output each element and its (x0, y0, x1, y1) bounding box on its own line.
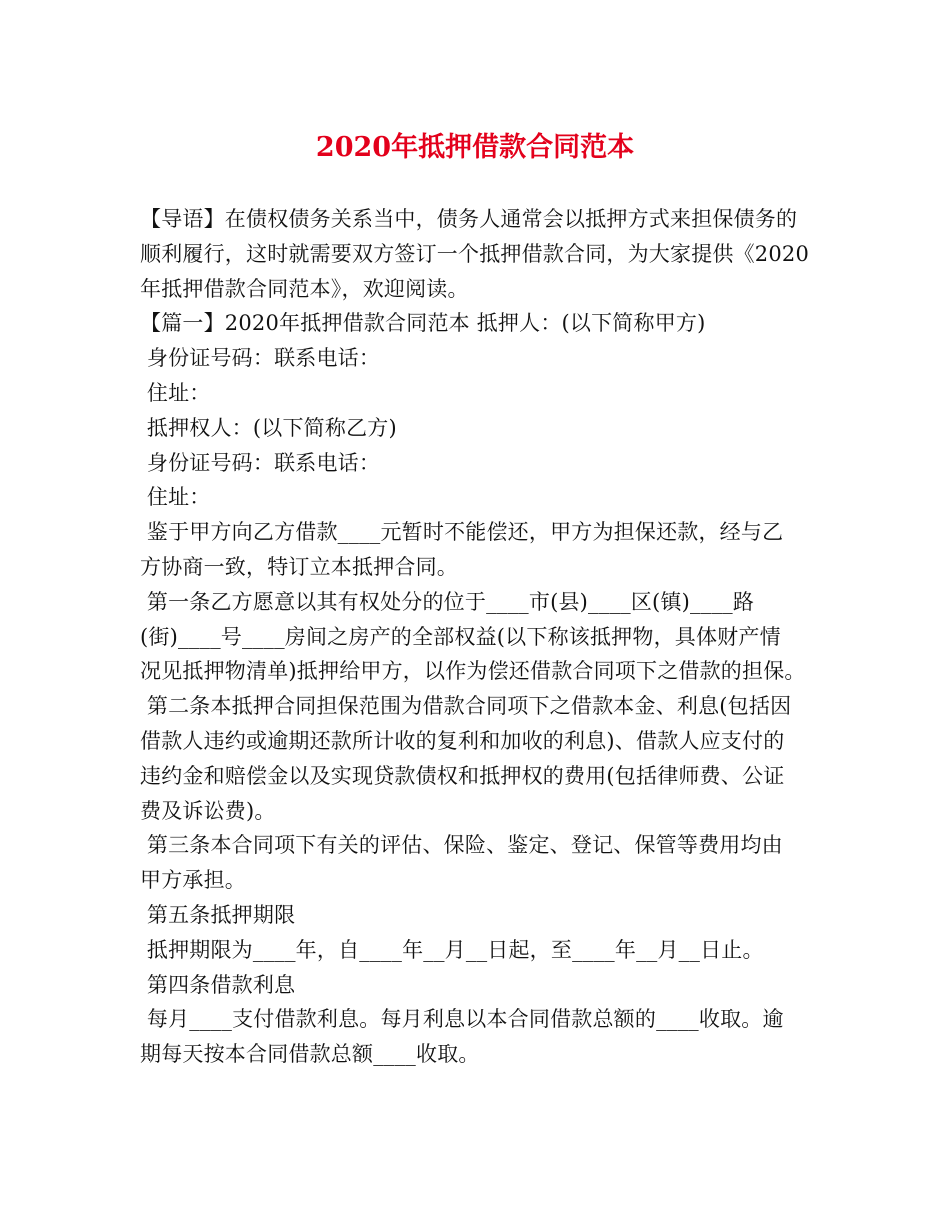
text-line: 【导语】在债权债务关系当中，债务人通常会以抵押方式来担保债务的 (140, 207, 798, 231)
text-line: 年抵押借款合同范本》，欢迎阅读。 (140, 276, 469, 301)
text-line: 第一条乙方愿意以其有权处分的位于____市(县)____区(镇)____路 (140, 589, 755, 614)
text-line: 鉴于甲方向乙方借款____元暂时不能偿还，甲方为担保还款，经与乙 (140, 520, 784, 545)
text-line: 抵押权人：(以下简称乙方) (140, 415, 397, 440)
text-line: 抵押期限为____年，自____年__月__日起，至____年__月__日止。 (140, 937, 764, 962)
text-line: 甲方承担。 (140, 868, 246, 893)
text-line: 违约金和赔偿金以及实现贷款债权和抵押权的费用(包括律师费、公证 (140, 763, 785, 788)
text-line: 费及诉讼费)。 (140, 798, 276, 823)
text-line: 况见抵押物清单)抵押给甲方，以作为偿还借款合同项下之借款的担保。 (140, 659, 806, 684)
text-line: 住址： (140, 485, 211, 510)
text-line: 第四条借款利息 (140, 972, 296, 997)
document-body (140, 202, 820, 1072)
text-line: 【篇一】2020年抵押借款合同范本 抵押人：(以下简称甲方) (140, 311, 706, 336)
document-title: 2020年抵押借款合同范本 (315, 132, 635, 163)
text-line: 期每天按本合同借款总额____收取。 (140, 1042, 480, 1067)
text-line: 每月____支付借款利息。每月利息以本合同借款总额的____收取。逾 (140, 1007, 784, 1032)
text-line: 顺利履行，这时就需要双方签订一个抵押借款合同，为大家提供《2020 (140, 241, 810, 266)
text-line: 方协商一致，特订立本抵押合同。 (140, 554, 458, 579)
text-line: (街)____号____房间之房产的全部权益(以下称该抵押物，具体财产情 (140, 624, 781, 649)
text-line: 身份证号码：联系电话： (140, 346, 381, 371)
text-line: 第五条抵押期限 (140, 902, 296, 927)
text-line: 第二条本抵押合同担保范围为借款合同项下之借款本金、利息(包括因 (140, 694, 792, 719)
text-line: 住址： (140, 380, 211, 405)
text-line: 身份证号码：联系电话： (140, 450, 381, 475)
text-line: 借款人违约或逾期还款所计收的复利和加收的利息)、借款人应支付的 (140, 728, 785, 753)
text-line: 第三条本合同项下有关的评估、保险、鉴定、登记、保管等费用均由 (140, 833, 783, 858)
